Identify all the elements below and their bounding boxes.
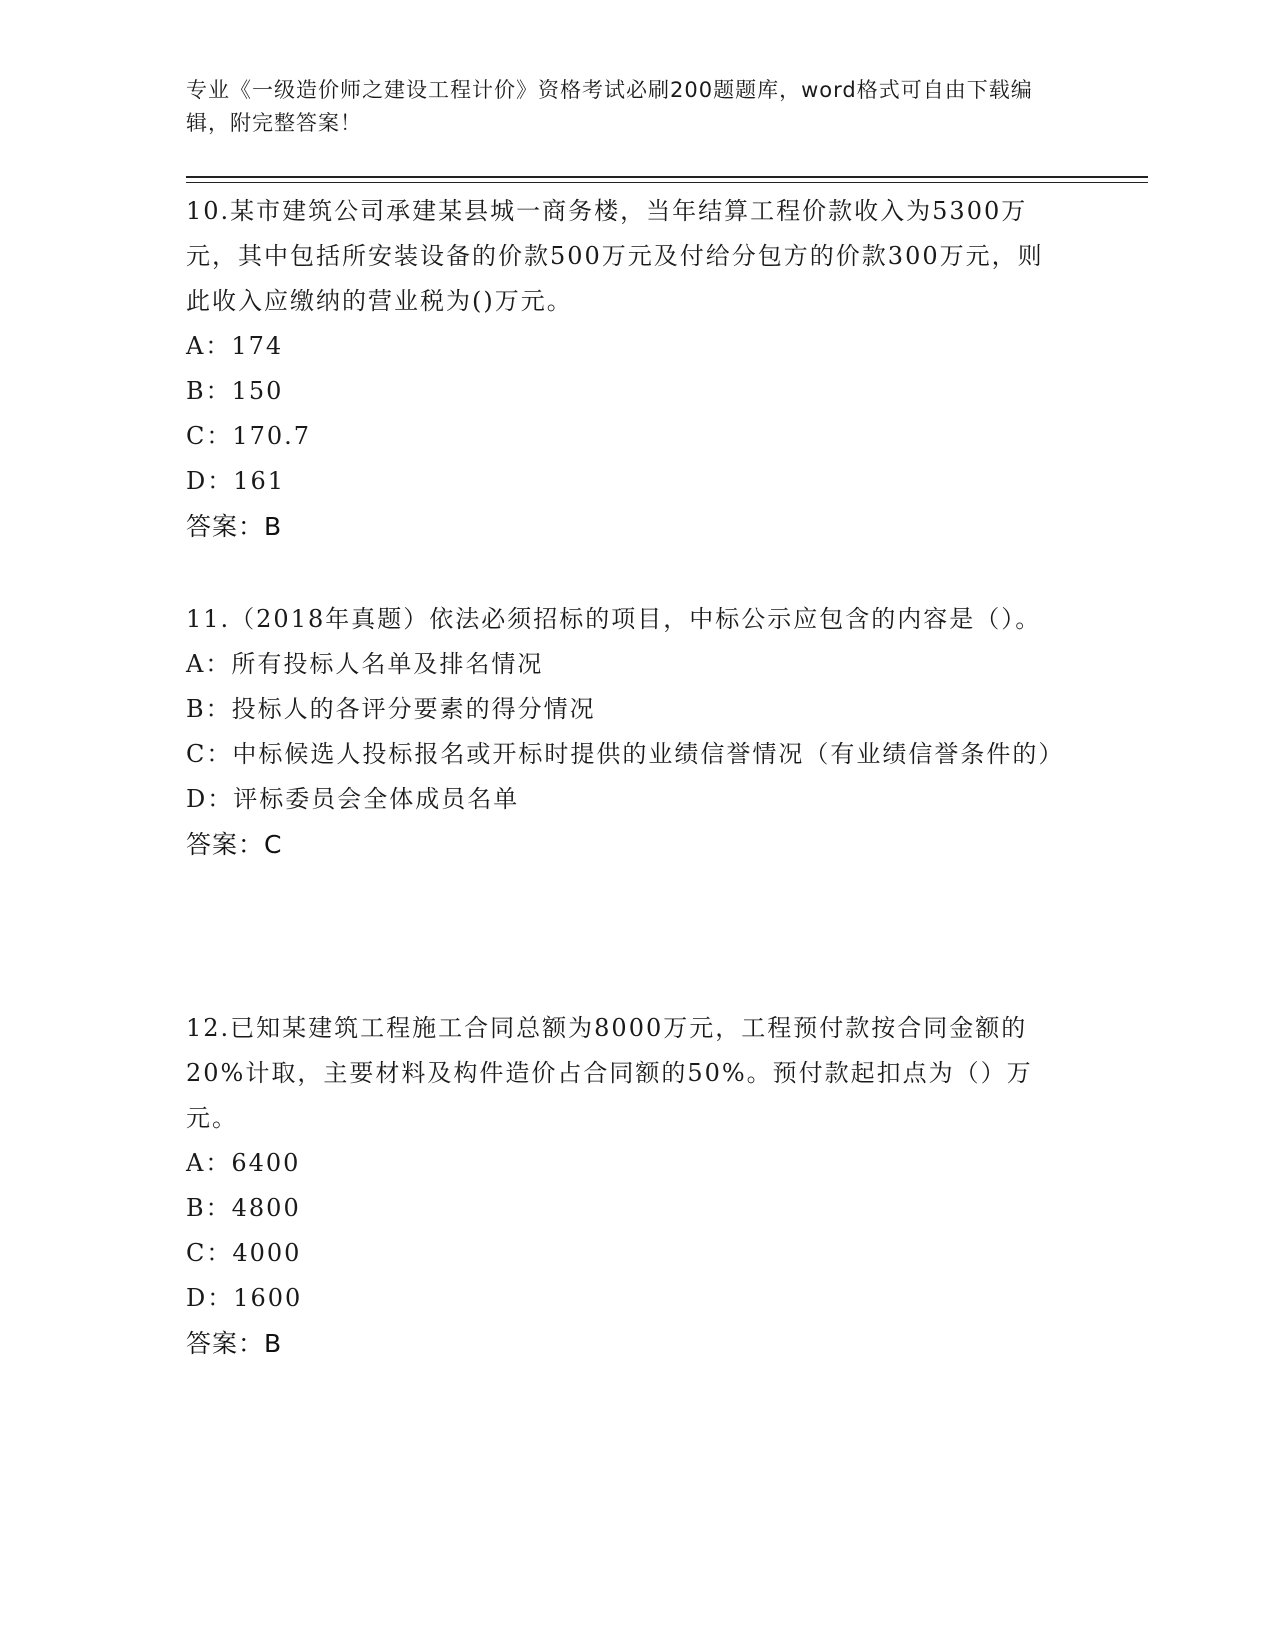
option-c: C：4000 [186, 1239, 302, 1267]
answer: 答案：C [186, 830, 283, 859]
option-b: B：投标人的各评分要素的得分情况 [186, 695, 596, 723]
option-b: B：4800 [186, 1194, 301, 1222]
question-stem: 10.某市建筑公司承建某县城一商务楼，当年结算工程价款收入为5300万元，其中包括所安装设备的价款500万元及付给分包方的价款300万元，则此收入应缴纳的营业税为()万元。 [186, 197, 1044, 315]
option-d: D：161 [186, 467, 286, 495]
option-b: B：150 [186, 377, 284, 405]
option-c: C：170.7 [186, 422, 312, 450]
question-11 [186, 597, 1066, 867]
header-divider [186, 176, 1148, 178]
answer: 答案：B [186, 1329, 283, 1358]
option-d: D：1600 [186, 1284, 303, 1312]
question-stem: 11.（2018年真题）依法必须招标的项目，中标公示应包含的内容是（）。 [186, 605, 1042, 633]
option-a: A：6400 [186, 1149, 301, 1177]
option-c: C：中标候选人投标报名或开标时提供的业绩信誉情况（有业绩信誉条件的） [186, 740, 1065, 768]
question-12 [186, 1006, 1066, 1366]
option-d: D：评标委员会全体成员名单 [186, 785, 520, 813]
question-10 [186, 189, 1066, 549]
option-a: A：174 [186, 332, 284, 360]
option-a: A：所有投标人名单及排名情况 [186, 650, 544, 678]
header-divider-thin [186, 182, 1148, 183]
question-stem: 12.已知某建筑工程施工合同总额为8000万元，工程预付款按合同金额的20%计取，主要材料及构件造价占合同额的50%。预付款起扣点为（）万元。 [186, 1014, 1033, 1132]
answer: 答案：B [186, 512, 283, 541]
header-note: 专业《一级造价师之建设工程计价》资格考试必刷200题题库，word格式可自由下载编辑，附完整答案！ [186, 78, 1033, 135]
